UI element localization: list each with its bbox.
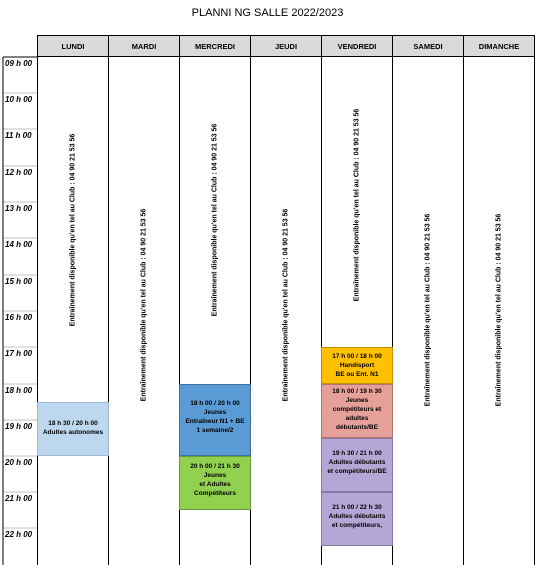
hour-label: 22 h 00 [5,530,33,539]
event-time: 17 h 00 / 18 h 00 [332,353,382,360]
event-text: Jeunes [203,409,227,416]
event-time: 18 h 00 / 20 h 00 [190,400,240,407]
hour-label: 19 h 00 [5,422,33,431]
availability-note-lundi: Entraînement disponible qu'en tel au Club : 04 90 21 53 56 [69,133,77,327]
event-mercredi-competiteurs [179,456,251,510]
availability-note-dimanche: Entraînement disponible qu'en tel au Club : 04 90 21 53 56 [495,213,503,407]
event-text: Compétiteurs [194,490,236,497]
event-text: et Adultes [199,481,231,488]
hour-label: 09 h 00 [5,59,33,68]
event-lundi-adultes-autonomes [37,402,109,456]
hour-label: 14 h 00 [5,240,33,249]
hour-label: 10 h 00 [5,95,33,104]
event-text: Jeunes [203,472,227,479]
event-time: 18 h 00 / 19 h 30 [332,388,382,395]
hour-label: 20 h 00 [5,458,33,467]
day-header-vendredi: VENDREDI [321,35,393,57]
event-time: 20 h 00 / 21 h 30 [190,463,240,470]
event-text: Entraîneur N1 + BE [185,418,245,425]
hour-label: 17 h 00 [5,349,33,358]
event-text: Adultes autonomes [42,429,104,436]
day-header-mercredi: MERCREDI [179,35,251,57]
hour-label: 11 h 00 [5,131,32,140]
event-text: BE ou Ent. N1 [335,371,379,378]
event-text: et compétiteurs/BE [327,468,387,475]
hour-label: 21 h 00 [5,494,33,503]
event-time: 21 h 00 / 22 h 30 [332,504,382,511]
event-time: 18 h 30 / 20 h 00 [48,420,98,427]
day-header-samedi: SAMEDI [392,35,464,57]
availability-note-mardi: Entraînement disponible qu'en tel au Club : 04 90 21 53 56 [140,208,148,402]
availability-note-samedi: Entraînement disponible qu'en tel au Club : 04 90 21 53 56 [424,213,432,407]
hour-label: 15 h 00 [5,277,33,286]
availability-note-jeudi: Entraînement disponible qu'en tel au Club : 04 90 21 53 56 [282,208,290,402]
event-text: adultes [345,415,369,422]
event-text: Adultes débutants [328,459,386,466]
event-text: 1 semaine/2 [196,427,234,434]
event-vendredi-jeunes-competiteurs [321,384,393,438]
availability-note-vendredi: Entraînement disponible qu'en tel au Club : 04 90 21 53 56 [353,108,361,302]
event-vendredi-handisport [321,347,393,384]
hour-label: 13 h 00 [5,204,33,213]
day-header-mardi: MARDI [108,35,180,57]
page-title: PLANNI NG SALLE 2022/2023 [191,7,344,19]
day-header-dimanche: DIMANCHE [463,35,535,57]
day-header-lundi: LUNDI [37,35,109,57]
hour-label: 16 h 00 [5,313,33,322]
event-vendredi-adultes-2 [321,492,393,546]
event-text: et compétiteurs, [331,522,383,529]
day-header-jeudi: JEUDI [250,35,322,57]
event-text: débutants/BE [336,424,378,431]
event-text: compétiteurs et [332,406,382,413]
event-vendredi-adultes-1 [321,438,393,492]
event-text: Jeunes [345,397,369,404]
event-time: 19 h 30 / 21 h 00 [332,450,382,457]
event-mercredi-jeunes [179,384,251,456]
availability-note-mercredi: Entraînement disponible qu'en tel au Club : 04 90 21 53 56 [211,123,219,317]
event-text: Handisport [339,362,375,369]
hour-label: 18 h 00 [5,386,33,395]
hour-label: 12 h 00 [5,168,33,177]
event-text: Adultes débutants [328,513,386,520]
